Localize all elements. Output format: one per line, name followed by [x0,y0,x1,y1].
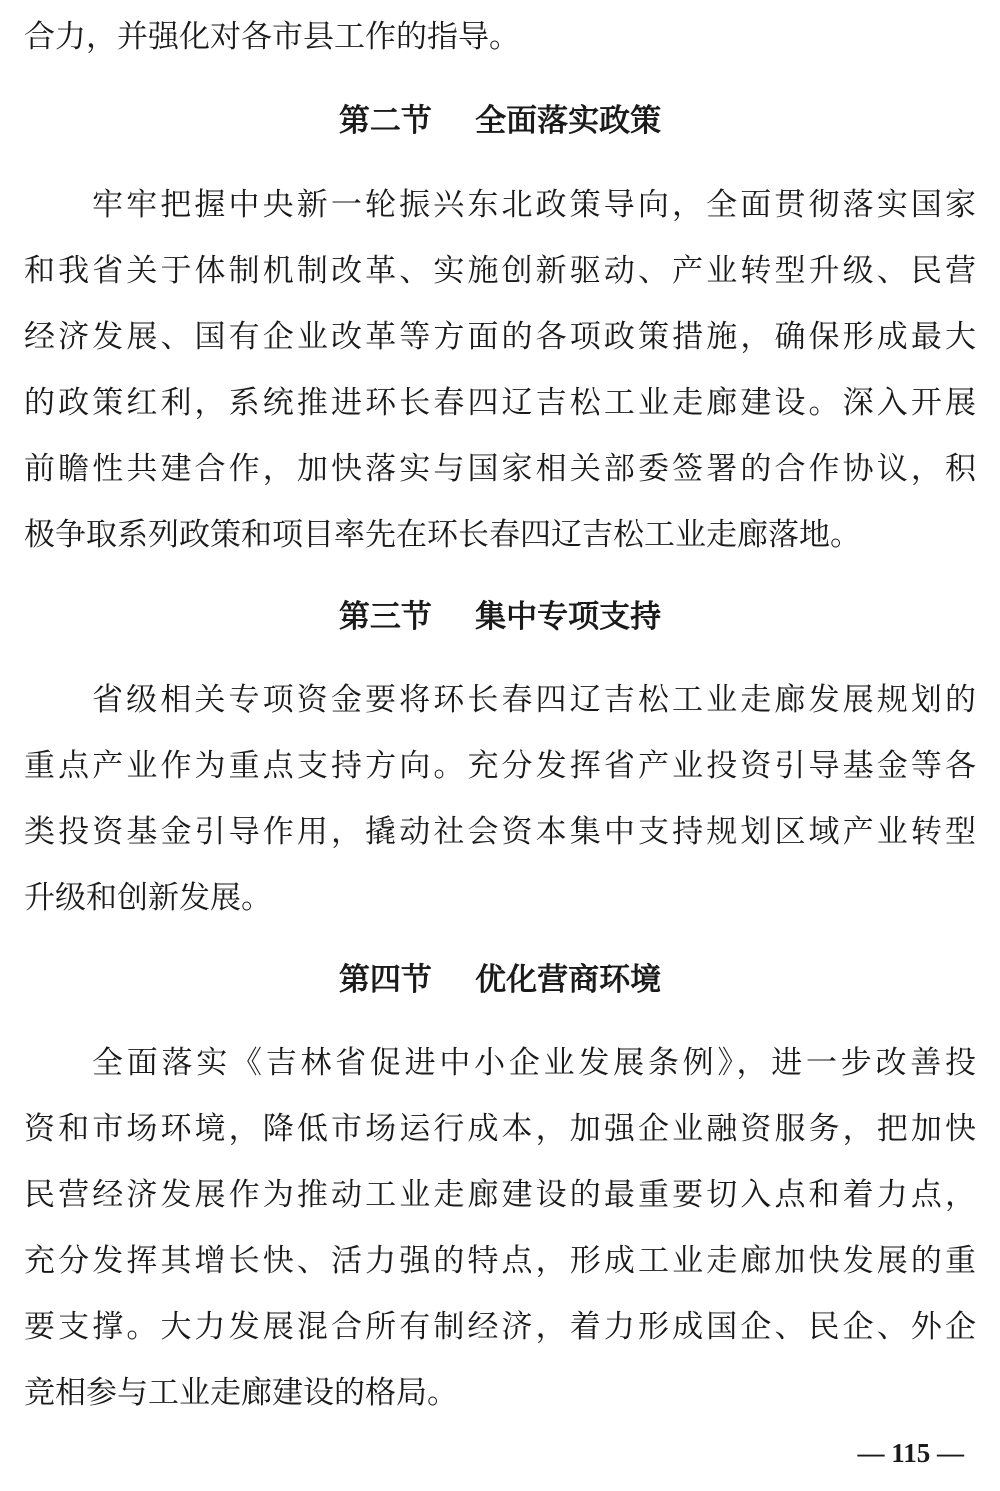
paragraph-line: 经济发展、国有企业改革等方面的各项政策措施，确保形成最大 [24,319,976,355]
paragraph-line: 要支撑。大力发展混合所有制经济，着力形成国企、民企、外企 [24,1309,976,1345]
section-heading-3: 第三节 集中专项支持 [338,599,662,635]
paragraph-line: 极争取系列政策和项目率先在环长春四辽吉松工业走廊落地。 [24,517,861,553]
page-number: — 115 — [857,1438,964,1468]
paragraph-line: 类投资基金引导作用，撬动社会资本集中支持规划区域产业转型 [24,814,976,850]
paragraph-line: 重点产业作为重点支持方向。充分发挥省产业投资引导基金等各 [24,748,976,784]
paragraph-line: 民营经济发展作为推动工业走廊建设的最重要切入点和着力点， [24,1177,976,1213]
paragraph-line: 升级和创新发展。 [24,880,272,916]
paragraph-line: 牢牢把握中央新一轮振兴东北政策导向，全面贯彻落实国家 [92,187,976,223]
paragraph-line: 前瞻性共建合作，加快落实与国家相关部委签署的合作协议，积 [24,451,976,487]
section-heading-2: 第二节 全面落实政策 [338,103,662,139]
continuation-text: 合力，并强化对各市县工作的指导。 [24,19,520,55]
paragraph-line: 的政策红利，系统推进环长春四辽吉松工业走廊建设。深入开展 [24,385,976,421]
paragraph-line: 全面落实《吉林省促进中小企业发展条例》，进一步改善投 [92,1045,976,1081]
paragraph-line: 省级相关专项资金要将环长春四辽吉松工业走廊发展规划的 [92,682,976,718]
paragraph-line: 资和市场环境，降低市场运行成本，加强企业融资服务，把加快 [24,1111,976,1147]
paragraph-line: 充分发挥其增长快、活力强的特点，形成工业走廊加快发展的重 [24,1243,976,1279]
paragraph-line: 竞相参与工业走廊建设的格局。 [24,1375,458,1411]
section-heading-4: 第四节 优化营商环境 [338,962,662,998]
paragraph-line: 和我省关于体制机制改革、实施创新驱动、产业转型升级、民营 [24,253,976,289]
